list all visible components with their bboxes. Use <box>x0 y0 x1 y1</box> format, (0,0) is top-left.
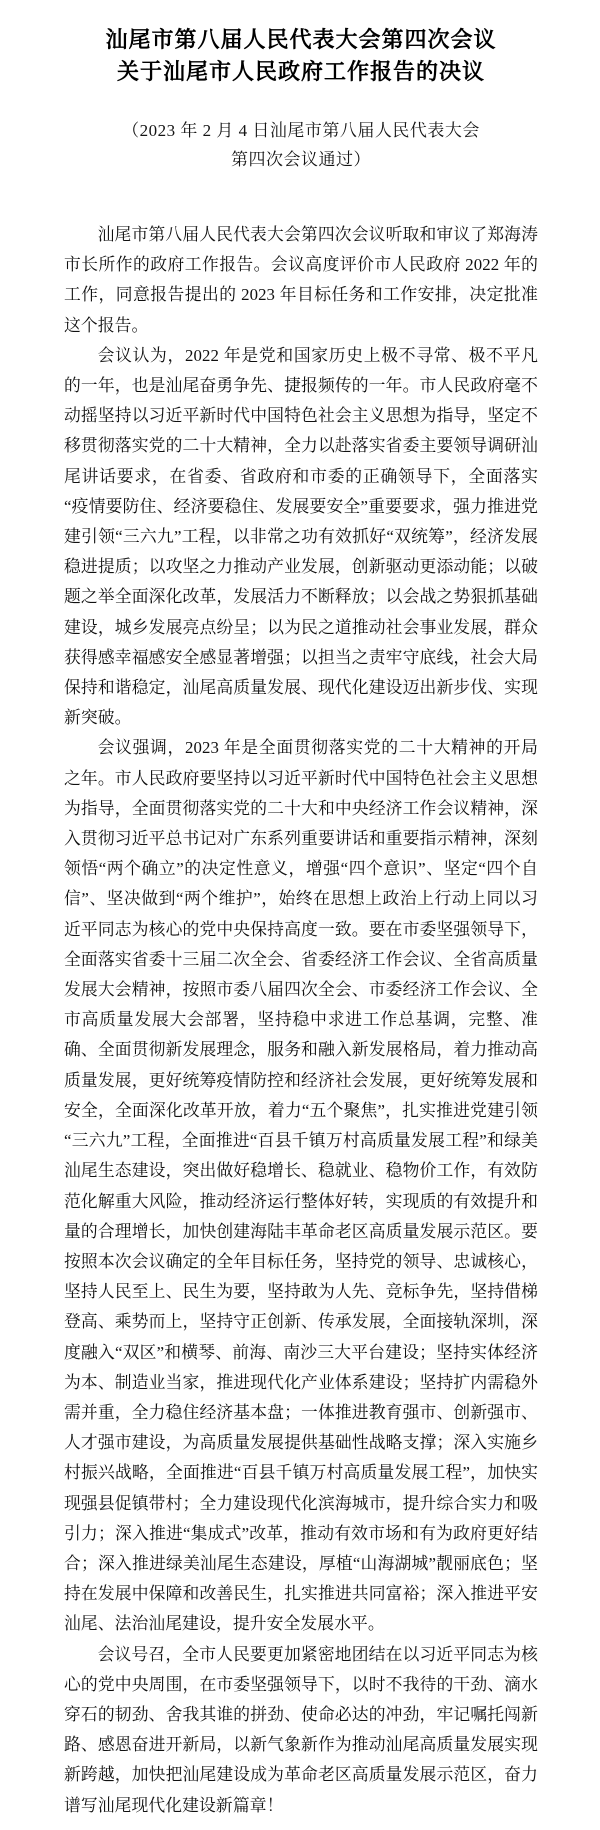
document-title <box>64 24 538 88</box>
document-subtitle <box>64 116 538 174</box>
paragraph-call-to-action: 会议号召，全市人民要更加紧密地团结在以习近平同志为核心的党中央周围，在市委坚强领导下，以时不我待的干劲、滴水穿石的韧劲、舍我其谁的拼劲、使命必达的冲劲，牢记嘱托闯新路、感恩奋进开新局，以新气象新作为推动汕尾高质量发展实现新跨越，加快把汕尾建设成为革命老区高质量发展示范区，奋力谱写汕尾现代化建设新篇章！ <box>64 1644 538 1815</box>
paragraph-review-2022: 会议认为，2022 年是党和国家历史上极不寻常、极不平凡的一年，也是汕尾奋勇争先、捷报频传的一年。市人民政府毫不动摇坚持以习近平新时代中国特色社会主义思想为指导，坚定不移贯彻落实党的二十大精神，全力以赴落实省委主要领导调研汕尾讲话要求，在省委、省政府和市委的正确领导下，全面落实“疫情要防住、经济要稳住、发展要安全”重要要求，强力推进党建引领“三六九”工程，以非常之功有效抓好“双统筹”，经济发展稳进提质；以攻坚之力推动产业发展，创新驱动更添动能；以破题之举全面深化改革，发展活力不断释放；以会战之势狠抓基础建设，城乡发展亮点纷呈；以为民之道推动社会事业发展，群众获得感幸福感安全感显著增强；以担当之责牢守底线，社会大局保持和谐稳定，汕尾高质量发展、现代化建设迈出新步伐、实现新突破。 <box>64 345 538 728</box>
document-body <box>64 220 538 1821</box>
paragraph-approval: 汕尾市第八届人民代表大会第四次会议听取和审议了郑海涛市长所作的政府工作报告。会议高度评价市人民政府 2022 年的工作，同意报告提出的 2023 年目标任务和工作安排，决定批准这个报告。 <box>64 225 538 335</box>
paragraph-plan-2023: 会议强调，2023 年是全面贯彻落实党的二十大精神的开局之年。市人民政府要坚持以习近平新时代中国特色社会主义思想为指导，全面贯彻落实党的二十大和中央经济工作会议精神，深入贯彻习近平总书记对广东系列重要讲话和重要指示精神，深刻领悟“两个确立”的决定性意义，增强“四个意识”、坚定“四个自信”、坚决做到“两个维护”，始终在思想上政治上行动上同以习近平同志为核心的党中央保持高度一致。要在市委坚强领导下，全面落实省委十三届二次全会、省委经济工作会议、全省高质量发展大会精神，按照市委八届四次全会、市委经济工作会议、全市高质量发展大会部署，坚持稳中求进工作总基调，完整、准确、全面贯彻新发展理念，服务和融入新发展格局，着力推动高质量发展，更好统筹疫情防控和经济社会发展，更好统筹发展和安全，全面深化改革开放，着力“五个聚焦”，扎实推进党建引领“三六九”工程，全面推进“百县千镇万村高质量发展工程”和绿美汕尾生态建设，突出做好稳增长、稳就业、稳物价工作，有效防范化解重大风险，推动经济运行整体好转，实现质的有效提升和量的合理增长，加快创建海陆丰革命老区高质量发展示范区。要按照本次会议确定的全年目标任务，坚持党的领导、忠诚核心，坚持人民至上、民生为要，坚持敢为人先、竞标争先，坚持借梯登高、乘势而上，坚持守正创新、传承发展，全面接轨深圳，深度融入“双区”和横琴、前海、南沙三大平台建设；坚持实体经济为本、制造业当家，推进现代化产业体系建设；坚持扩内需稳外需并重，全力稳住经济基本盘；一体推进教育强市、创新强市、人才强市建设，为高质量发展提供基础性战略支撑；深入实施乡村振兴战略，全面推进“百县千镇万村高质量发展工程”，加快实现强县促镇带村；全力建设现代化滨海城市，提升综合实力和吸引力；深入推进“集成式”改革，推动有效市场和有为政府更好结合；深入推进绿美汕尾生态建设，厚植“山海湖城”靓丽底色；坚持在发展中保障和改善民生，扎实推进共同富裕；深入推进平安汕尾、法治汕尾建设，提升安全发展水平。 <box>64 738 538 1634</box>
document-subtitle-line-2: 第四次会议通过） <box>231 150 371 169</box>
document-subtitle-line-1: （2023 年 2 月 4 日汕尾市第八届人民代表大会 <box>122 121 480 140</box>
document-title-line-1: 汕尾市第八届人民代表大会第四次会议 <box>105 27 497 52</box>
document-title-line-2: 关于汕尾市人民政府工作报告的决议 <box>116 59 485 84</box>
